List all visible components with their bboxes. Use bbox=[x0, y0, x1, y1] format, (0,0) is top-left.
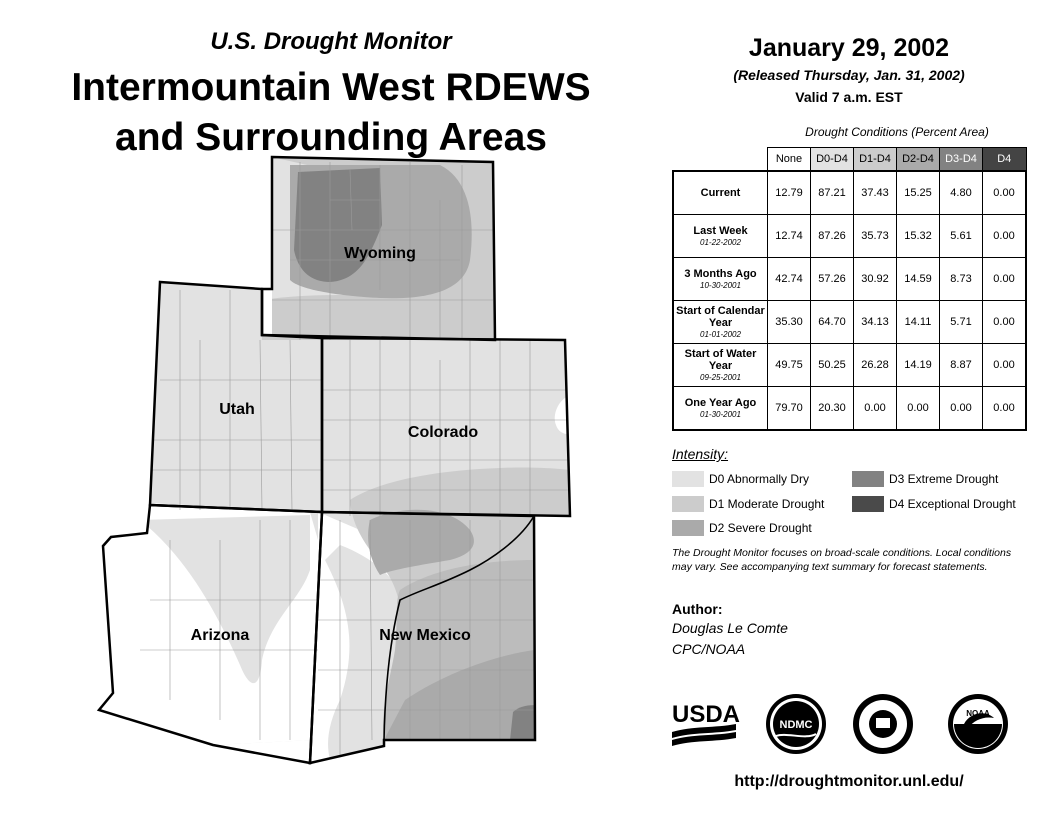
state-label-arizona: Arizona bbox=[190, 627, 250, 644]
column-header: D3-D4 bbox=[940, 148, 983, 172]
value-cell: 87.21 bbox=[811, 171, 854, 215]
disclaimer-note: The Drought Monitor focuses on broad-scale conditions. Local conditions may vary. See accompanying text summary for forecast statements. bbox=[672, 547, 1012, 573]
row-label bbox=[673, 387, 768, 431]
value-cell: 49.75 bbox=[768, 344, 811, 387]
value-cell: 0.00 bbox=[983, 171, 1027, 215]
value-cell: 15.25 bbox=[897, 171, 940, 215]
legend-label: D0 Abnormally Dry bbox=[709, 472, 810, 486]
table-title: Drought Conditions (Percent Area) bbox=[805, 125, 989, 139]
row-label-text: Start of Calendar Year bbox=[676, 304, 765, 329]
table-body bbox=[673, 171, 1026, 430]
state-label-colorado: Colorado bbox=[407, 424, 479, 441]
column-header: None bbox=[768, 148, 811, 172]
row-label-text: Current bbox=[700, 187, 741, 199]
legend-label: D1 Moderate Drought bbox=[709, 497, 825, 511]
row-label bbox=[673, 344, 768, 387]
value-cell: 0.00 bbox=[983, 344, 1027, 387]
svg-text:NOAA: NOAA bbox=[966, 709, 990, 718]
legend-swatch bbox=[672, 520, 704, 536]
row-label-text: Start of Water Year bbox=[684, 347, 757, 372]
value-cell: 0.00 bbox=[983, 258, 1027, 301]
table-row bbox=[673, 171, 1026, 215]
value-cell: 30.92 bbox=[854, 258, 897, 301]
svg-text:USDA: USDA bbox=[672, 701, 741, 728]
value-cell: 5.61 bbox=[940, 215, 983, 258]
table-row bbox=[673, 301, 1026, 344]
release-date: (Released Thursday, Jan. 31, 2002) bbox=[733, 67, 965, 83]
row-label bbox=[673, 215, 768, 258]
map-title-line1: Intermountain West RDEWS bbox=[71, 66, 591, 109]
value-cell: 26.28 bbox=[854, 344, 897, 387]
table-corner bbox=[673, 148, 768, 172]
legend-swatch bbox=[852, 496, 884, 512]
value-cell: 4.80 bbox=[940, 171, 983, 215]
value-cell: 5.71 bbox=[940, 301, 983, 344]
value-cell: 8.87 bbox=[940, 344, 983, 387]
value-cell: 8.73 bbox=[940, 258, 983, 301]
logos-row bbox=[668, 694, 1030, 766]
map-date: January 29, 2002 bbox=[748, 34, 950, 62]
row-date: 01-01-2002 bbox=[700, 329, 741, 339]
row-label bbox=[673, 301, 768, 344]
noaa-logo bbox=[948, 694, 1008, 754]
column-header: D4 bbox=[983, 148, 1027, 172]
value-cell: 0.00 bbox=[983, 301, 1027, 344]
value-cell: 42.74 bbox=[768, 258, 811, 301]
author-heading: Author: bbox=[672, 601, 723, 617]
legend-label: D4 Exceptional Drought bbox=[889, 497, 1016, 511]
ndmc-logo bbox=[766, 694, 826, 754]
value-cell: 20.30 bbox=[811, 387, 854, 431]
row-date: 09-25-2001 bbox=[700, 372, 741, 382]
legend-title: Intensity: bbox=[672, 446, 729, 462]
legend-swatch bbox=[852, 471, 884, 487]
svg-text:NDMC: NDMC bbox=[779, 719, 813, 731]
row-label-text: One Year Ago bbox=[684, 396, 757, 409]
value-cell: 0.00 bbox=[940, 387, 983, 431]
value-cell: 87.26 bbox=[811, 215, 854, 258]
website-url[interactable]: http://droughtmonitor.unl.edu/ bbox=[734, 773, 964, 790]
state-label-wyoming: Wyoming bbox=[344, 245, 416, 262]
row-label-text: Last Week bbox=[693, 224, 748, 237]
value-cell: 37.43 bbox=[854, 171, 897, 215]
value-cell: 14.11 bbox=[897, 301, 940, 344]
legend-label: D3 Extreme Drought bbox=[889, 472, 999, 486]
value-cell: 12.79 bbox=[768, 171, 811, 215]
value-cell: 35.30 bbox=[768, 301, 811, 344]
table-row bbox=[673, 344, 1026, 387]
value-cell: 35.73 bbox=[854, 215, 897, 258]
commerce-seal-logo bbox=[853, 694, 913, 754]
table-row bbox=[673, 387, 1026, 431]
author-name: Douglas Le Comte bbox=[672, 620, 788, 636]
valid-time: Valid 7 a.m. EST bbox=[795, 89, 903, 105]
row-label-text: 3 Months Ago bbox=[684, 267, 757, 280]
legend-swatch bbox=[672, 471, 704, 487]
table-header-row bbox=[673, 148, 1026, 172]
drought-conditions-table bbox=[672, 147, 1027, 431]
value-cell: 12.74 bbox=[768, 215, 811, 258]
row-date: 01-22-2002 bbox=[700, 237, 741, 247]
value-cell: 0.00 bbox=[983, 387, 1027, 431]
row-label bbox=[673, 171, 768, 215]
column-header: D0-D4 bbox=[811, 148, 854, 172]
value-cell: 0.00 bbox=[983, 215, 1027, 258]
author-org: CPC/NOAA bbox=[672, 641, 746, 657]
usda-logo bbox=[672, 701, 740, 746]
legend-label: D2 Severe Drought bbox=[709, 521, 812, 535]
legend-swatch bbox=[672, 496, 704, 512]
value-cell: 64.70 bbox=[811, 301, 854, 344]
state-label-new-mexico: New Mexico bbox=[379, 627, 471, 644]
column-header: D2-D4 bbox=[897, 148, 940, 172]
value-cell: 34.13 bbox=[854, 301, 897, 344]
table-row bbox=[673, 258, 1026, 301]
value-cell: 0.00 bbox=[897, 387, 940, 431]
table-row bbox=[673, 215, 1026, 258]
value-cell: 14.59 bbox=[897, 258, 940, 301]
column-header: D1-D4 bbox=[854, 148, 897, 172]
value-cell: 0.00 bbox=[854, 387, 897, 431]
map-subtitle: U.S. Drought Monitor bbox=[210, 28, 452, 55]
row-date: 01-30-2001 bbox=[700, 409, 741, 419]
row-date: 10-30-2001 bbox=[700, 280, 741, 290]
value-cell: 15.32 bbox=[897, 215, 940, 258]
state-label-utah: Utah bbox=[219, 401, 255, 418]
row-label bbox=[673, 258, 768, 301]
value-cell: 57.26 bbox=[811, 258, 854, 301]
value-cell: 14.19 bbox=[897, 344, 940, 387]
value-cell: 79.70 bbox=[768, 387, 811, 431]
map-title-line2: and Surrounding Areas bbox=[115, 116, 547, 159]
value-cell: 50.25 bbox=[811, 344, 854, 387]
